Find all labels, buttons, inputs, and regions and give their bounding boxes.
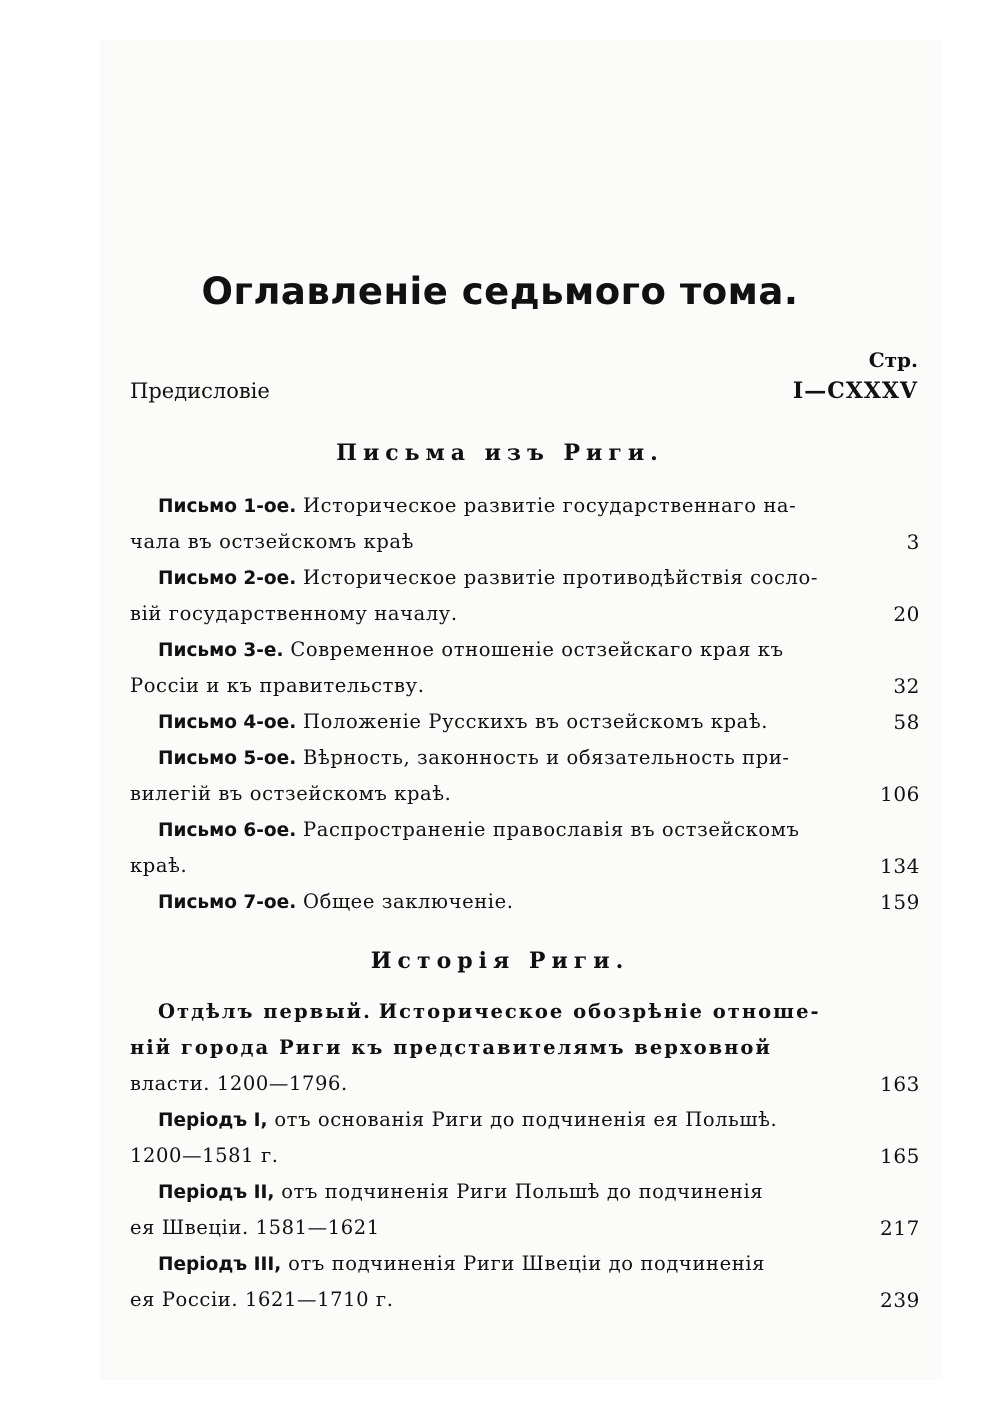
entry-text: ея Швеціи. 1581—1621 xyxy=(130,1216,380,1239)
section-title-letters: Письма изъ Риги. xyxy=(336,440,664,466)
toc-line xyxy=(130,668,920,704)
entry-text: отъ подчиненія Риги Швеціи до подчиненія xyxy=(288,1252,766,1275)
entry-page: 159 xyxy=(880,890,920,914)
preface-page: I—CXXXV xyxy=(792,378,918,404)
entry-text: власти. 1200—1796. xyxy=(130,1072,348,1095)
toc-line xyxy=(130,1102,920,1138)
entry-page: 3 xyxy=(906,530,920,554)
entry-text: вилегій въ остзейскомъ краѣ. xyxy=(130,782,452,805)
entry-page: 239 xyxy=(880,1288,920,1312)
entry-label: Періодъ III, xyxy=(158,1254,282,1275)
toc-line xyxy=(130,704,920,740)
toc-line xyxy=(130,1030,920,1066)
entry-text: краѣ. xyxy=(130,854,188,877)
entry-text: ній города Риги къ представителямъ верховной xyxy=(130,1036,772,1059)
entry-label: Отдѣлъ первый. xyxy=(158,1000,372,1023)
page-title: Оглавленіе седьмого тома. xyxy=(201,270,799,313)
toc-line xyxy=(130,1174,920,1210)
toc-line xyxy=(130,1210,920,1246)
entry-text: отъ подчиненія Риги Польшѣ до подчиненія xyxy=(281,1180,764,1203)
entry-label: Письмо 4-ое. xyxy=(158,712,297,733)
entry-text: чала въ остзейскомъ краѣ xyxy=(130,530,415,553)
entry-text: Положеніе Русскихъ въ остзейскомъ краѣ. xyxy=(303,710,769,733)
entry-page: 134 xyxy=(880,854,920,878)
entry-page: 20 xyxy=(893,602,920,626)
entry-text: 1200—1581 г. xyxy=(130,1144,279,1167)
entry-text: Россіи и къ правительству. xyxy=(130,674,425,697)
entry-page: 163 xyxy=(880,1072,920,1096)
toc-line xyxy=(130,1138,920,1174)
section-letters-list xyxy=(130,488,920,920)
preface-label: Предисловіе xyxy=(130,379,270,403)
section-title-history: Исторія Риги. xyxy=(370,948,630,974)
entry-text: Общее заключеніе. xyxy=(303,890,514,913)
entry-text: Историческое развитіе противодѣйствія сосло- xyxy=(303,566,819,589)
toc-line xyxy=(130,1246,920,1282)
entry-text: отъ основанія Риги до подчиненія ея Польшѣ. xyxy=(274,1108,778,1131)
entry-text: Распространеніе православія въ остзейскомъ xyxy=(303,818,800,841)
toc-line xyxy=(130,740,920,776)
preface-entry xyxy=(130,378,918,404)
entry-label: Письмо 1-ое. xyxy=(158,496,297,517)
entry-text: Историческое развитіе государственнаго на- xyxy=(303,494,797,517)
entry-label: Письмо 6-ое. xyxy=(158,820,297,841)
entry-label: Періодъ II, xyxy=(158,1182,275,1203)
toc-line xyxy=(130,848,920,884)
entry-text: Вѣрность, законность и обязательность при- xyxy=(303,746,790,769)
toc-line xyxy=(130,524,920,560)
page-column-header: Стр. xyxy=(868,348,918,372)
toc-line xyxy=(130,994,920,1030)
toc-line xyxy=(130,884,920,920)
toc-line xyxy=(130,812,920,848)
entry-text: Современное отношеніе остзейскаго края къ xyxy=(290,638,784,661)
toc-line xyxy=(130,488,920,524)
entry-text: Историческое обозрѣніе отноше- xyxy=(378,1000,821,1023)
entry-label: Періодъ I, xyxy=(158,1110,268,1131)
toc-line xyxy=(130,776,920,812)
entry-page: 106 xyxy=(880,782,920,806)
entry-label: Письмо 7-ое. xyxy=(158,892,297,913)
toc-line xyxy=(130,1066,920,1102)
toc-line xyxy=(130,560,920,596)
entry-page: 32 xyxy=(893,674,920,698)
entry-label: Письмо 3-е. xyxy=(158,640,284,661)
entry-text: вій государственному началу. xyxy=(130,602,458,625)
toc-line xyxy=(130,1282,920,1318)
toc-line xyxy=(130,632,920,668)
entry-label: Письмо 5-ое. xyxy=(158,748,297,769)
entry-page: 58 xyxy=(893,710,920,734)
section-history-list xyxy=(130,994,920,1318)
entry-label: Письмо 2-ое. xyxy=(158,568,297,589)
entry-text: ея Россіи. 1621—1710 г. xyxy=(130,1288,394,1311)
entry-page: 217 xyxy=(880,1216,920,1240)
entry-page: 165 xyxy=(880,1144,920,1168)
toc-line xyxy=(130,596,920,632)
